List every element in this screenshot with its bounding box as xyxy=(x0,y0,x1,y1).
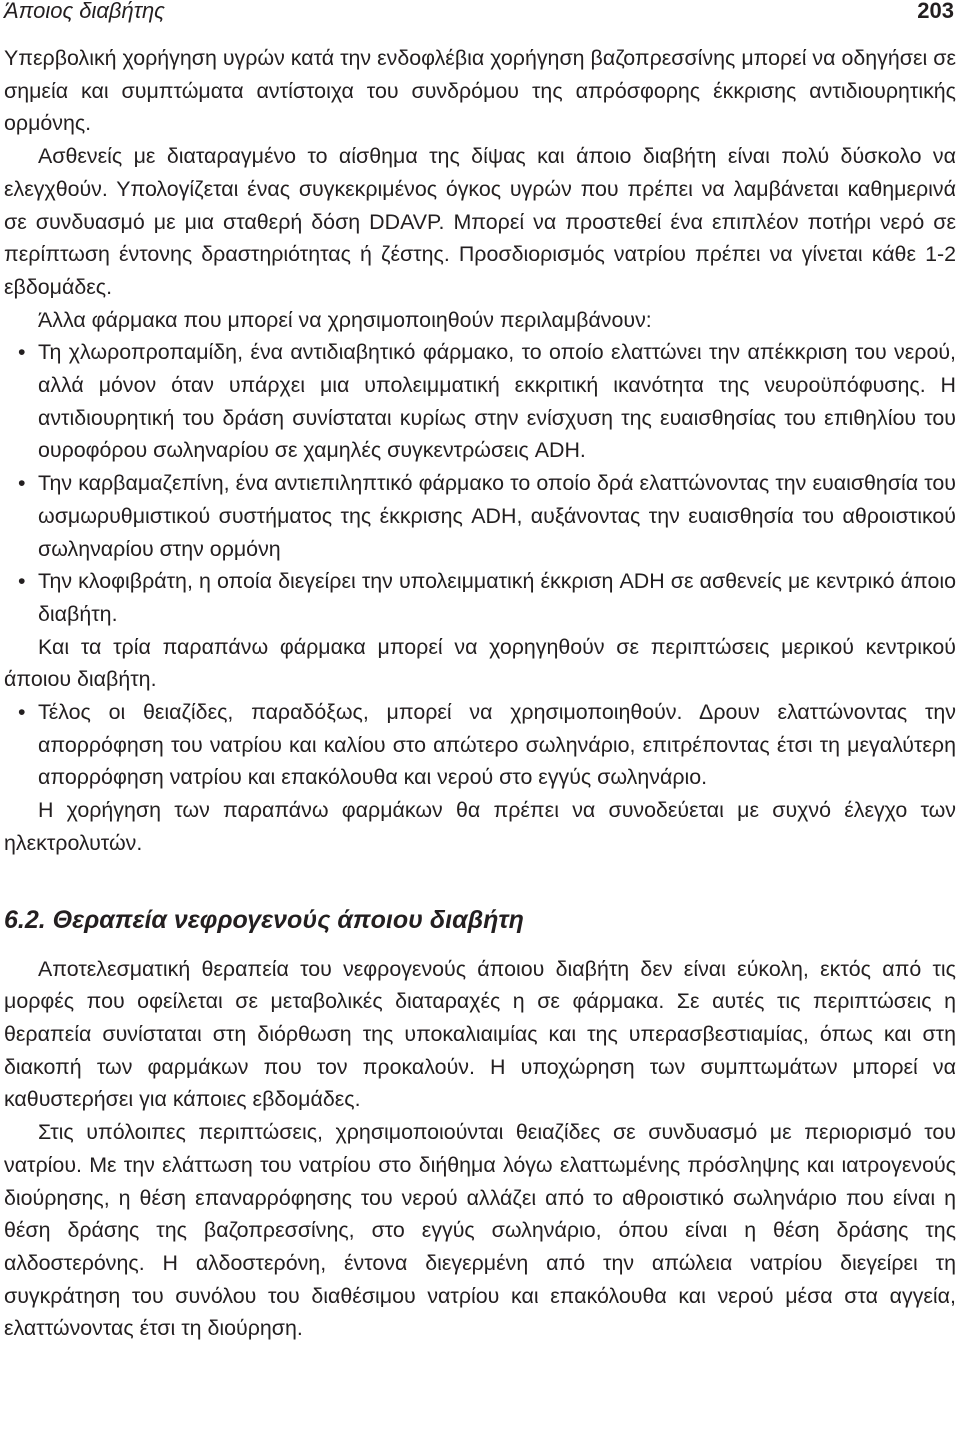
section-number: 6.2. xyxy=(4,905,46,934)
drug-list xyxy=(4,336,956,630)
section-paragraph-1: Αποτελεσματική θεραπεία του νεφρογενούς άποιου διαβήτη δεν είναι εύκολη, εκτός από τις μορφές που οφείλεται σε μεταβολικές διαταραχές η σε φάρμακα. Σε αυτές τις περιπτώσεις η θεραπεία συνίσταται στη διόρθωση της υποκαλιαιμίας και της υπερασβεστιαμίας, όπως και στη διακοπή των φαρμάκων που τον προκαλούν. Η υποχώρηση των συμπτωμάτων μπορεί να καθυστερήσει για κάποιες εβδομάδες. xyxy=(4,956,956,1112)
section-heading xyxy=(4,904,956,936)
list-item-text: Την καρβαμαζεπίνη, ένα αντιεπιληπτικό φάρμακο το οποίο δρά ελαττώνοντας την ευαισθησία του ωσμωρυθμιστικού συστήματος της έκκρισης ADH, αυξάνοντας την ευαισθησία του αθροιστικού σωληναρίου στην ορμόνη xyxy=(38,471,956,561)
section-text xyxy=(4,953,956,1345)
bullet-icon: • xyxy=(18,471,26,496)
bullet-icon: • xyxy=(18,700,26,725)
electrolytes-paragraph: Η χορήγηση των παραπάνω φαρμάκων θα πρέπει να συνοδεύεται με συχνό έλεγχο των ηλεκτρολυτών. xyxy=(4,798,956,855)
running-title: Άποιος διαβήτης xyxy=(4,0,165,23)
thiazide-list xyxy=(4,696,956,794)
intro-paragraph-2: Ασθενείς με διαταραγμένο το αίσθημα της δίψας και άποιο διαβήτη είναι πολύ δύσκολο να ελεγχθούν. Υπολογίζεται ένας συγκεκριμένος όγκος υγρών που πρέπει να λαμβάνεται καθημερινά σε συνδυασμό με μια σταθερή δόση DDAVP. Μπορεί να προστεθεί ένα επιπλέον ποτήρι νερό σε περίπτωση έντονης δραστηριότητας ή ζέστης. Προσδιορισμός νατρίου πρέπει να γίνεται κάθε 1-2 εβδομάδες. xyxy=(4,144,956,299)
after-list-paragraph: Και τα τρία παραπάνω φάρμακα μπορεί να χορηγηθούν σε περιπτώσεις μερικού κεντρικού άποιου διαβήτη. xyxy=(4,634,956,692)
bullet-icon: • xyxy=(18,340,26,365)
list-item xyxy=(4,565,956,630)
list-item-text: Την κλοφιβράτη, η οποία διεγείρει την υπολειμματική έκκριση ADH σε ασθενείς με κεντρικό άποιο διαβήτη. xyxy=(38,569,956,626)
intro-paragraph-3: Άλλα φάρμακα που μπορεί να χρησιμοποιηθούν περιλαμβάνουν: xyxy=(38,307,652,332)
list-item xyxy=(4,696,956,794)
document-page xyxy=(4,0,956,1345)
list-item-text: Τη χλωροπροπαμίδη, ένα αντιδιαβητικό φάρμακο, το οποίο ελαττώνει την απέκκριση του νερού, αλλά μόνον όταν υπάρχει μια υπολειμματική εκκριτική ικανότητα της νευροϋπόφυσης. Η αντιδιουρητική του δράση συνίσταται κυρίως στην ενίσχυση της ευαισθησίας του επιθηλίου του ουροφόρου σωληναρίου σε χαμηλές συγκεντρώσεις ADH. xyxy=(38,340,956,463)
list-item xyxy=(4,336,956,467)
intro-paragraph-1: Υπερβολική χορήγηση υγρών κατά την ενδοφλέβια χορήγηση βαζοπρεσσίνης μπορεί να οδηγήσει σε σημεία και συμπτώματα αντίστοιχα του συνδρόμου της απρόσφορης έκκρισης αντιδιουρητικής ορμόνης. xyxy=(4,46,956,136)
running-header xyxy=(4,0,956,30)
list-item-text: Τέλος οι θειαζίδες, παραδόξως, μπορεί να χρησιμοποιηθούν. Δρουν ελαττώνοντας την απορρόφηση του νατρίου και καλίου στο απώτερο σωληνάριο, επιτρέποντας έτσι τη μεγαλύτερη απορρόφηση νατρίου και επακόλουθα και νερού στο εγγύς σωληνάριο. xyxy=(38,700,956,790)
section-title: Θεραπεία νεφρογενούς άποιου διαβήτη xyxy=(52,905,524,934)
section-paragraph-2: Στις υπόλοιπες περιπτώσεις, χρησιμοποιούνται θειαζίδες σε συνδυασμό με περιορισμό του νατρίου. Με την ελάττωση του νατρίου στο διήθημα λόγω ελαττωμένης πρόσληψης και ιατρογενούς διούρησης, η θέση επαναρρόφησης του νερού αλλάζει από το αθροιστικό σωληνάριο που είναι η θέση δράσης της βαζοπρεσσίνης, στο εγγύς σωληνάριο, όπου είναι η θέση δράσης της αλδοστερόνης. Η αλδοστερόνη, έντονα διεγερμένη από την απώλεια νατρίου διεγείρει τη συγκράτηση του συνόλου του διαθέσιμου νατρίου και επακόλουθα και νερού μέσα στα αγγεία, ελαττώνοντας έτσι τη διούρηση. xyxy=(4,1120,956,1341)
page-number: 203 xyxy=(917,0,954,23)
bullet-icon: • xyxy=(18,569,26,594)
list-item xyxy=(4,467,956,565)
body-text xyxy=(4,42,956,860)
